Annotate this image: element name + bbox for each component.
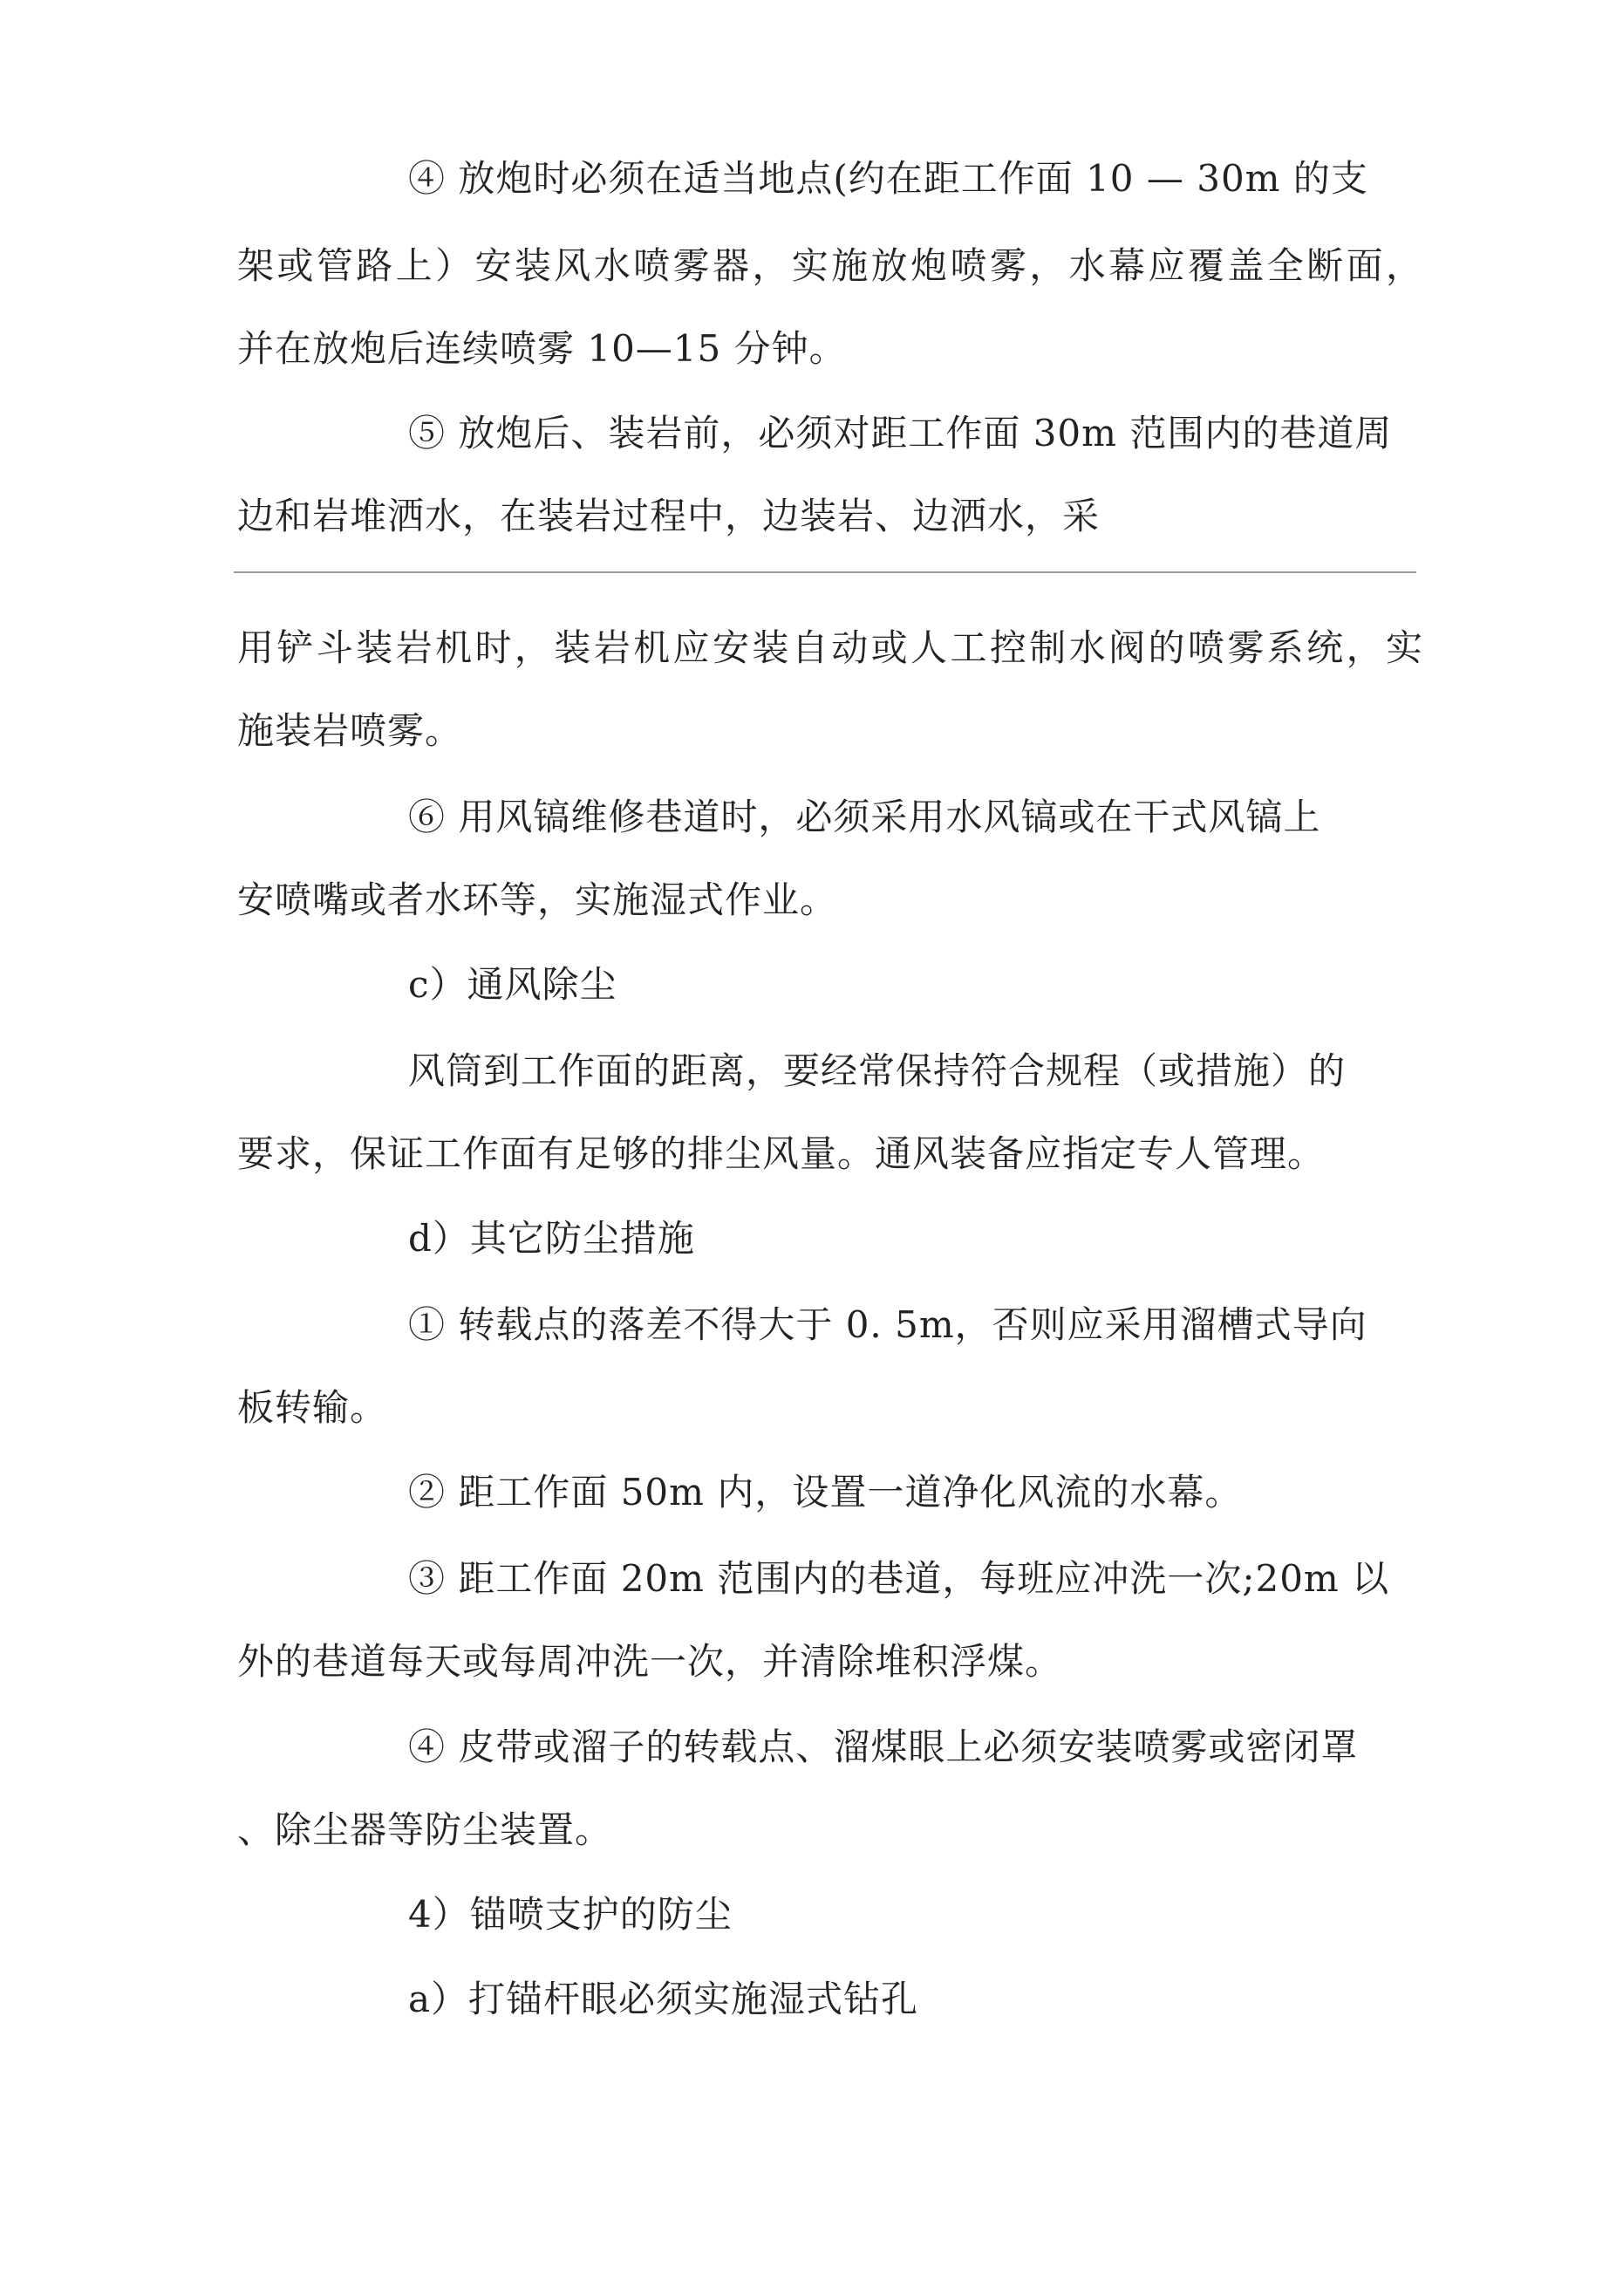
text-line-16: ② 距工作面 50m 内，设置一道净化风流的水幕。	[408, 1471, 1243, 1514]
text-line-17: ③ 距工作面 20m 范围内的巷道，每班应冲洗一次;20m 以	[408, 1557, 1390, 1600]
text-line-11: 风筒到工作面的距离，要经常保持符合规程（或措施）的	[408, 1049, 1347, 1092]
section-heading-c: c）通风除尘	[408, 963, 617, 1006]
text-line-8: ⑥ 用风镐维修巷道时，必须采用水风镐或在干式风镐上	[408, 796, 1321, 838]
text-line-20: 、除尘器等防尘装置。	[237, 1808, 613, 1851]
text-line-18: 外的巷道每天或每周冲洗一次，并清除堆积浮煤。	[237, 1640, 1063, 1683]
text-line-5: 边和岩堆洒水，在装岩过程中，边装岩、边洒水，采	[237, 495, 1101, 537]
text-line-4: ⑤ 放炮后、装岩前，必须对距工作面 30m 范围内的巷道周	[408, 412, 1393, 454]
text-line-14: ① 转载点的落差不得大于 0. 5m，否则应采用溜槽式导向	[408, 1303, 1367, 1346]
page-divider	[234, 571, 1416, 573]
text-line-3: 并在放炮后连续喷雾 10—15 分钟。	[237, 327, 847, 370]
section-heading-4: 4）锚喷支护的防尘	[408, 1893, 733, 1936]
text-line-2: 架或管路上）安装风水喷雾器，实施放炮喷雾，水幕应覆盖全断面，	[237, 244, 1423, 287]
text-line-12: 要求，保证工作面有足够的排尘风量。通风装备应指定专人管理。	[237, 1132, 1326, 1175]
text-line-1: ④ 放炮时必须在适当地点(约在距工作面 10 — 30m 的支	[408, 157, 1368, 200]
text-line-6: 用铲斗装岩机时，装岩机应安装自动或人工控制水阀的喷雾系统，实	[237, 626, 1423, 669]
text-line-9: 安喷嘴或者水环等，实施湿式作业。	[237, 878, 838, 921]
text-line-7: 施装岩喷雾。	[237, 709, 463, 752]
text-line-19: ④ 皮带或溜子的转载点、溜煤眼上必须安装喷雾或密闭罩	[408, 1725, 1359, 1768]
text-line-15: 板转输。	[237, 1386, 388, 1429]
text-line-22: a）打锚杆眼必须实施湿式钻孔	[408, 1978, 919, 2020]
section-heading-d: d）其它防尘措施	[408, 1217, 695, 1260]
